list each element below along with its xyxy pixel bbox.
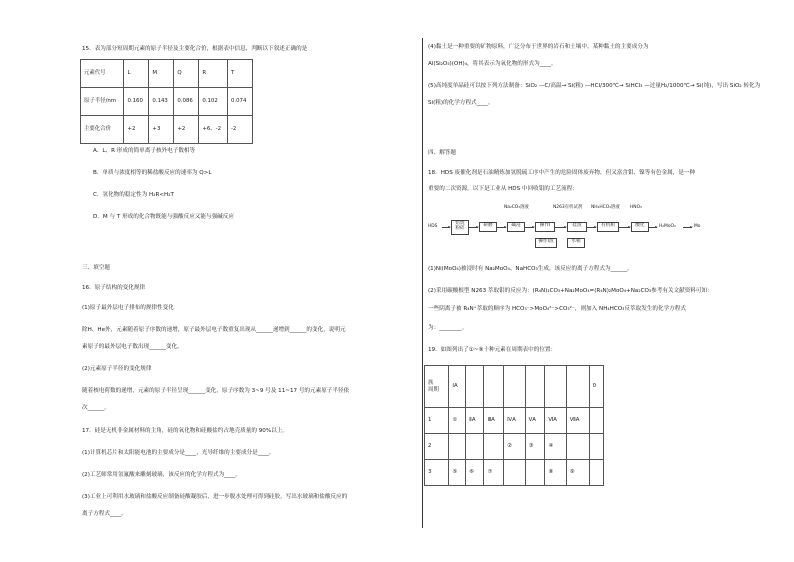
periodic-table-cell (466, 434, 484, 460)
section-4-heading: 四、解答题 (428, 150, 456, 156)
flow-arrow (496, 227, 506, 228)
element-property-table-row (81, 60, 253, 88)
periodic-table-cell: ⅤA (525, 408, 545, 434)
flow-box-operation-1: 操作I (535, 222, 555, 232)
periodic-table-row (425, 434, 604, 460)
flow-arrow (468, 227, 478, 228)
question-17-part-4-line-a: (4)黏土是一种重要的矿物原料，广泛分布于世界的岩石和土壤中。某种黏土的主要成分为 (428, 44, 649, 50)
periodic-table-cell (525, 366, 545, 408)
element-property-table-cell: M (149, 60, 174, 88)
flow-box-acidify: 酸化 (631, 222, 649, 232)
flow-box-residue: 操作I渣 (535, 238, 557, 248)
periodic-table-cell: 族 周期 (425, 366, 449, 408)
flow-arrow (586, 227, 596, 228)
question-18-part-2-line-b: 一些阴离子被 R₄N⁺萃取的顺序为 HCO₃⁻>MoO₄²⁻>CO₃²⁻，则加入 NH₄HCO₃反萃取发生的化学方程式 (428, 306, 686, 312)
question-18-line-a: 18．HDS 废催化剂是石油精炼加氢脱硫工序中产生的危险固体废弃物，但又富含钼、镍等有色金属，是一种 (428, 170, 696, 176)
periodic-table-cell: ④ (545, 434, 566, 460)
flow-arrow (683, 227, 692, 228)
question-19: 19．如图列出了①~⑨十种元素在周期表中的位置： (428, 347, 557, 353)
flow-box-aqueous: 水相 (567, 238, 585, 248)
element-property-table-cell: T (227, 60, 252, 88)
flow-product-mo: Mo (694, 224, 701, 229)
question-16-part-1-line-a: 除H、He外，元素随着原子序数的递增，原子最外层电子数重复出现从______递增到______的变化，说明元 (82, 327, 346, 333)
flow-box-organic-phase: 有机相 (597, 222, 619, 232)
element-property-table-cell: 0.086 (174, 88, 199, 116)
flow-box-alkali-leach: 碱浸 (507, 222, 525, 232)
question-17-part-2: (2)工艺师常用氢氟酸来雕刻玻璃，该反应的化学方程式为____。 (82, 472, 241, 478)
section-3-heading: 三、填空题 (82, 265, 110, 271)
question-16-part-1-line-b: 素原子的最外层电子数出现______变化。 (82, 344, 183, 350)
question-16-part-2-line-b: 次______。 (82, 405, 110, 411)
question-15: 15．表为部分短周期元素的原子半径及主要化合价，根据表中信息，判断以下叙述正确的是 (82, 46, 308, 52)
q15-option-b: B．单质与浓度相等的稀盐酸反应的速率为 Q>L (93, 170, 212, 176)
periodic-table-excerpt (424, 365, 604, 486)
flow-label-hno3: HNO₃ (630, 205, 642, 210)
periodic-table-row (425, 460, 604, 486)
question-18-line-b: 重要的二次资源。以下是工业从 HDS 中回收钼的工艺流程： (428, 186, 578, 192)
question-17-part-5-line-b: Si(粗)的化学方程式____。 (428, 100, 494, 106)
periodic-table-cell: ⑨ (566, 460, 589, 486)
periodic-table-cell (484, 434, 504, 460)
flow-label-na2co3: Na₂CO₃溶液 (504, 205, 529, 210)
element-property-table-cell: R (199, 60, 228, 88)
flow-box-roast-crush: 焙烧 粉碎 (451, 220, 469, 235)
question-18-part-2-line-c: 为：________。 (428, 325, 468, 331)
element-property-table-cell: 原子半径/nm (81, 88, 124, 116)
question-17-part-3-line-a: (3)工业上可利用水玻璃和盐酸反应制备硅酸凝胶后，进一步脱水处理可得到硅胶，写出水玻璃和盐酸反应的 (82, 494, 348, 500)
periodic-table-cell (504, 460, 525, 486)
question-17-part-5-line-a: (5)高纯度单晶硅可以按下列方法制备：SiO₂ —C/高温→ Si(粗) —HCl/300℃→ SiHCl₃ —过量H₂/1000℃→ Si(纯)，写出 SiO₂ 转化为 (428, 83, 761, 89)
periodic-table-cell: ⑤ (449, 460, 466, 486)
element-property-table-cell: -2 (227, 116, 252, 144)
periodic-table-cell: ⑧ (545, 460, 566, 486)
element-property-table-row (81, 116, 253, 144)
flow-box-filtrate: 硅渣 (567, 222, 587, 232)
periodic-table-cell: 1 (425, 408, 449, 434)
element-property-table-cell: 0.160 (124, 88, 149, 116)
question-16: 16．原子结构的变化规律 (82, 285, 146, 291)
question-18-part-2-line-a: (2)采用碳酸根型 N263 萃取钼的反应为：(R₄N)₂CO₃+Na₂MoO₄=(R₄N)₂MoO₄+Na₂CO₃参考有关文献资料可知： (428, 288, 713, 294)
element-property-table-cell: 0.143 (149, 88, 174, 116)
element-property-table-cell: 元素代号 (81, 60, 124, 88)
periodic-table-cell: 3 (425, 460, 449, 486)
periodic-table-cell: ③ (525, 434, 545, 460)
periodic-table-cell: 0 (589, 366, 603, 408)
periodic-table-cell (545, 366, 566, 408)
periodic-table-cell: ⑦ (484, 460, 504, 486)
periodic-table-cell: ⅠA (449, 366, 466, 408)
periodic-table-cell (566, 366, 589, 408)
element-property-table-cell: L (124, 60, 149, 88)
periodic-table-cell (589, 460, 603, 486)
question-17-part-1: (1)计算机芯片和太阳能电池的主要成分是____，光导纤维的主要成分是____。 (82, 450, 275, 456)
element-property-table (80, 59, 253, 144)
question-16-part-2-line-a: 随着核电荷数的递增，元素的原子半径呈现______变化，原子序数为 3~9 号及 11~17 号的元素原子半径依 (82, 388, 350, 394)
question-17-part-3-line-b: 离子方程式____。 (82, 511, 127, 517)
periodic-table-cell: ① (449, 408, 466, 434)
periodic-table-row (425, 408, 604, 434)
element-property-table-cell: +2 (124, 116, 149, 144)
periodic-table-cell: ⅦA (566, 408, 589, 434)
periodic-table-cell (566, 434, 589, 460)
q15-option-c: C．氢化物的稳定性为 H₂R<H₂T (93, 192, 174, 198)
element-property-table-cell: 0.102 (199, 88, 228, 116)
flow-start-label: HDS (428, 224, 438, 229)
flow-product-h2moo4: H₂MoO₄ (659, 224, 676, 229)
question-17-part-4-line-b: Al(Si₂O₅)(OH)₄，将其表示为氧化物的形式为____。 (428, 61, 557, 67)
element-property-table-cell: +2 (174, 116, 199, 144)
column-divider (422, 38, 423, 528)
flow-arrow (442, 227, 450, 228)
element-property-table-cell: 0.074 (227, 88, 252, 116)
element-property-table-cell: +3 (149, 116, 174, 144)
periodic-table-cell: ⅡA (466, 408, 484, 434)
periodic-table-cell: ⅢA (484, 408, 504, 434)
flow-label-nh4hco3: NH₄HCO₃溶液 (591, 205, 620, 210)
periodic-table-cell (484, 366, 504, 408)
flow-arrow (554, 227, 566, 228)
molybdenum-recovery-flowchart (428, 200, 728, 250)
periodic-table-cell: 2 (425, 434, 449, 460)
q15-option-d: D．M 与 T 形成的化合物既能与强酸反应又能与强碱反应 (93, 214, 234, 220)
q15-option-a: A．L、R 形成的简单离子核外电子数相等 (93, 148, 196, 154)
flow-label-n263: N263有机试剂 (553, 205, 583, 210)
periodic-table-cell (525, 460, 545, 486)
question-18-part-1: (1)Ni(MoO₄)被浸时有 Na₂MoO₄、NaHCO₃生成，该反应的离子方程式为______。 (428, 266, 633, 272)
periodic-table-cell (504, 366, 525, 408)
element-property-table-cell: Q (174, 60, 199, 88)
periodic-table-cell: ⑥ (466, 460, 484, 486)
flow-box-grind: 研磨 (479, 222, 497, 232)
periodic-table-cell: ⅥA (545, 408, 566, 434)
question-16-part-2: (2)元素原子半径的变化规律 (82, 366, 152, 372)
question-16-part-1: (1)原子最外层电子排布的规律性变化 (82, 305, 174, 311)
flow-arrow (648, 227, 657, 228)
element-property-table-cell: 主要化合价 (81, 116, 124, 144)
periodic-table-cell (589, 408, 603, 434)
periodic-table-cell: ⅣA (504, 408, 525, 434)
flow-arrow (618, 227, 630, 228)
flow-arrow (524, 227, 534, 228)
question-17: 17．硅是无机非金属材料的主角，硅的氧化物和硅酸盐约占地壳质量的 90%以上。 (82, 428, 288, 434)
periodic-table-cell (466, 366, 484, 408)
element-property-table-cell: +6、-2 (199, 116, 228, 144)
periodic-table-cell (449, 434, 466, 460)
periodic-table-row (425, 366, 604, 408)
element-property-table-row (81, 88, 253, 116)
periodic-table-cell: ② (504, 434, 525, 460)
periodic-table-cell (589, 434, 603, 460)
